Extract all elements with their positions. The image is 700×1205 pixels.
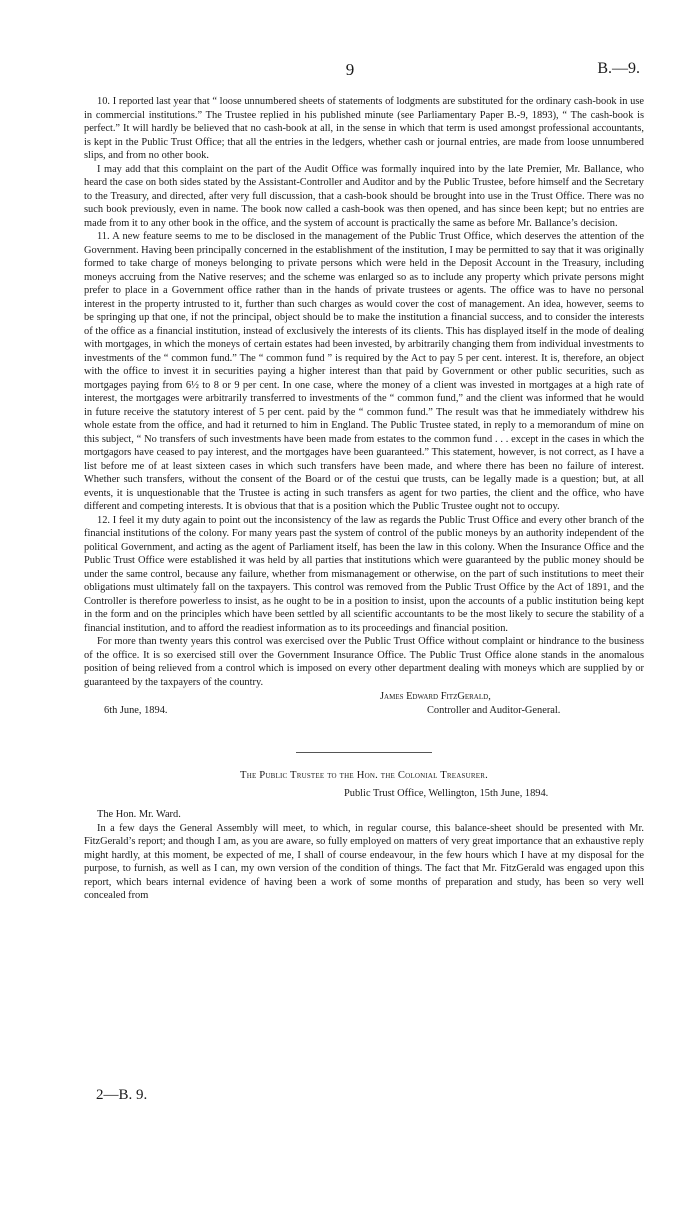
signature-block: [84, 690, 644, 730]
page-number: 9: [345, 60, 355, 79]
signature-date: 6th June, 1894.: [104, 704, 168, 716]
letter-heading: The Public Trustee to the Hon. the Colonial Treasurer.: [240, 770, 488, 781]
document-body: [84, 95, 644, 903]
signature-mark: 2—B. 9.: [96, 1087, 148, 1103]
signatory-title: Controller and Auditor-General.: [427, 704, 561, 716]
section-divider: [296, 752, 432, 753]
paragraph-control: For more than twenty years this control was exercised over the Public Trust Office without complaint or hindrance to the business of the office. It is so exercised still over the Government Insurance Office. The Public Trust Office alone stands in the anomalous position of being relieved from a control which is imposed on every other department dealing with moneys which are supplied by or guaranteed by the taxpayers of the country.: [84, 636, 644, 688]
paragraph-ballance: I may add that this complaint on the part of the Audit Office was formally inquired into by the late Premier, Mr. Ballance, who heard the case on both sides stated by the Assistant-Controller and Auditor and by the Public Trustee, before himself and the Secretary to the Treasury, and directed, after very full discussion, that a cash-book should be brought into use in the Trust Office. There was no such book previously, even in name. The book now called a cash-book was then opened, and has since been kept; but no entries are made from it to any other book in the office, and the system of account is practically the same as before Mr. Ballance’s decision.: [84, 163, 644, 229]
signatory-name: James Edward FitzGerald,: [380, 691, 491, 702]
page-header: [0, 60, 700, 82]
letter-salutation: The Hon. Mr. Ward.: [97, 809, 181, 820]
paragraph-10: 10. I reported last year that “ loose unnumbered sheets of statements of lodgments are substituted for the ordinary cash-book in use in commercial institutions.” The Trustee replied in his published minute (see Parliamentary Paper B.-9, 1893), “ The cash-book is perfect.” It will hardly be believed that no cash-book at all, in the sense in which that term is used amongst professional accountants, is kept in the Public Trust Office; that all the entries in the ledgers, whether cash or journal entries, are made from loose unnumbered slips, and from no other book.: [84, 96, 644, 161]
document-reference: B.—9.: [597, 60, 640, 77]
paragraph-11: 11. A new feature seems to me to be disclosed in the management of the Public Trust Office, which deserves the attention of the Government. Having been principally concerned in the establishment of the institution, I may be permitted to say that it was originally formed to take charge of moneys belonging to private persons which were held in the Deposit Account in the Treasury, including moneys accruing from the Native reserves; and the scheme was enlarged so as to include any property which private persons might prefer to place in a Government office rather than in the hands of private trustees or agents. The office was to have no personal interest in the property intrusted to it, further than such charges as would cover the cost of management. An idea, however, seems to be springing up that one, if not the principal, object should be to make the institution a financial success, and to consider the interests of the office as a financial institution, instead of exclusively the interests of its clients. This has displayed itself in the mode of dealing with mortgages, in which the moneys of certain estates had been invested, by arbitrarily changing them from individual investments to investments of the “ common fund.” The “ common fund ” is required by the Act to pay 5 per cent. interest. It is, therefore, an object with the office to invest it in securities paying a higher interest than that paid by Government or other public securities, such as mortgages paying from 6½ to 8 or 9 per cent. In one case, where the money of a client was invested in mortgages at a high rate of interest, the mortgages were arbitrarily transferred to investments of the “ common fund,” and the client was informed that he would in future receive the statutory interest of 5 per cent. paid by the “ common fund.” The result was that he immediately withdrew his whole estate from the office, and had it returned to him in England. The Public Trustee stated, in reply to a memorandum of mine on this subject, “ No transfers of such investments have been made from estates to the common fund . . . except in the cases in which the mortgagors have ceased to pay interest, and the mortgages have been guaranteed.” This statement, however, is not correct, as I have a list before me of at least sixteen cases in which such transfers have been made, and where there has been no failure of interest. Whether such transfers, without the consent of the Board or of the cestui que trusts, can be legally made is a question; but, at all events, it is unquestionable that the Trustee is acting in such transfers as agent for two parties, the client and the office, who have different and competing interests. It is obvious that that is a position which the Public Trustee ought not to occupy.: [84, 231, 644, 512]
letter-place-date: Public Trust Office, Wellington, 15th June, 1894.: [344, 787, 549, 799]
paragraph-12: 12. I feel it my duty again to point out the inconsistency of the law as regards the Public Trust Office and every other branch of the financial institutions of the colony. For many years past the system of control of the public moneys by an authority independent of the political Government, and acting as the agent of Parliament itself, has been the law in this colony. When the Insurance Office and the Public Trust Office were established it was held by all parties that institutions which were guaranteed by the public money should be under the same control, because any failure, whether from mismanagement or otherwise, on the part of such institutions to meet their obligations must ultimately fall on the taxpayers. This control was removed from the Public Trust Office by the Act of 1891, and the Controller is therefore powerless to insist, as he ought to be in a position to insist, upon the accounts of a public institution being kept in the form and on the principles which have been settled by all scientific accountants to be the most likely to secure the stability of a financial institution, and to afford the readiest information as to its proceedings and financial position.: [84, 514, 644, 634]
letter-body: In a few days the General Assembly will meet, to which, in regular course, this balance-sheet should be presented with Mr. FitzGerald’s report; and though I am, as you are aware, so fully employed on matters of very great importance that an exhaustive reply might hardly, at this moment, be expected of me, I shall of course endeavour, in the few hours which I have at my disposal for the purpose, to furnish, as well as I can, my own version of the condition of things. The fact that Mr. FitzGerald was engaged upon this report, which bears internal evidence of having been a work of some months of preparation and study, has been so very well concealed from: [84, 822, 644, 901]
